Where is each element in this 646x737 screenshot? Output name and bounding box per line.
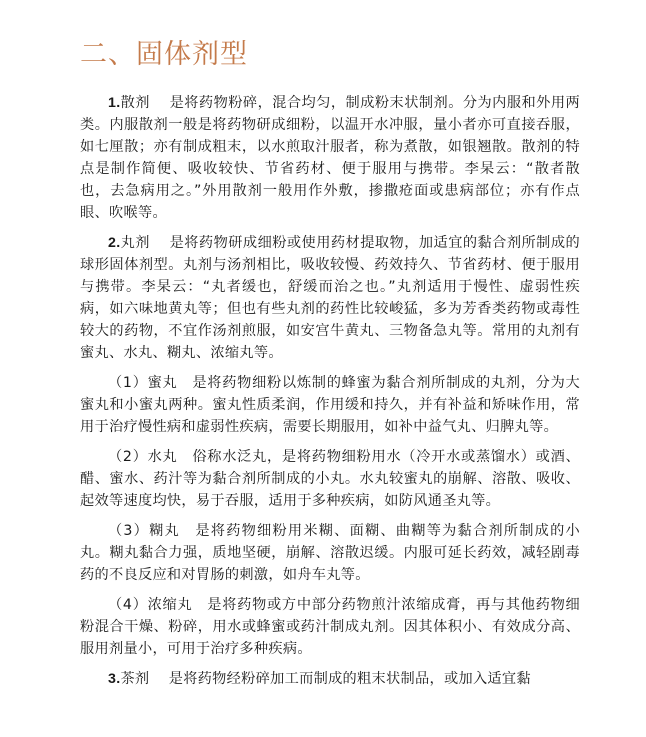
paragraph-paste-pill bbox=[80, 520, 580, 586]
paragraph-concentrated-pill bbox=[80, 594, 580, 660]
paragraph-number: 3. bbox=[108, 671, 121, 687]
paragraph-number: 2. bbox=[108, 235, 121, 251]
paragraph-text: 丸剂 是将药物研成细粉或使用药材提取物，加适宜的黏合剂所制成的球形固体剂型。丸剂与汤剂相比，吸收较慢、药效持久、节省药材、便于服用与携带。李杲云：“丸者缓也，舒缓而治之也。”丸剂适用于慢性、虚弱性疾病，如六味地黄丸等；但也有些丸剂的药性比较峻猛，多为芳香类药物或毒性较大的药物，不宜作汤剂煎服，如安宫牛黄丸、三物备急丸等。常用的丸剂有蜜丸、水丸、糊丸、浓缩丸等。 bbox=[80, 235, 580, 361]
paragraph-pill bbox=[80, 232, 580, 364]
paragraph-text: （2）水丸 俗称水泛丸，是将药物细粉用水（冷开水或蒸馏水）或酒、醋、蜜水、药汁等为黏合剂所制成的小丸。水丸较蜜丸的崩解、溶散、吸收、起效等速度均快，易于吞服，适用于多种疾病，如防风通圣丸等。 bbox=[80, 449, 580, 509]
document-body bbox=[80, 92, 580, 698]
paragraph-text: （1）蜜丸 是将药物细粉以炼制的蜂蜜为黏合剂所制成的丸剂，分为大蜜丸和小蜜丸两种。蜜丸性质柔润，作用缓和持久，并有补益和矫味作用，常用于治疗慢性病和虚弱性疾病，需要长期服用，如补中益气丸、归脾丸等。 bbox=[80, 375, 580, 435]
section-title: 二、固体剂型 bbox=[80, 39, 248, 70]
paragraph-number: 1. bbox=[108, 95, 121, 111]
paragraph-water-pill bbox=[80, 446, 580, 512]
paragraph-tea bbox=[80, 668, 580, 690]
paragraph-text: （3）糊丸 是将药物细粉用米糊、面糊、曲糊等为黏合剂所制成的小丸。糊丸黏合力强，质地坚硬，崩解、溶散迟缓。内服可延长药效，减轻剧毒药的不良反应和对胃肠的刺激，如舟车丸等。 bbox=[80, 523, 580, 583]
paragraph-text: 散剂 是将药物粉碎，混合均匀，制成粉末状制剂。分为内服和外用两类。内服散剂一般是将药物研成细粉，以温开水冲服，量小者亦可直接吞服，如七厘散；亦有制成粗末，以水煎取汁服者，称为煮散，如银翘散。散剂的特点是制作简便、吸收较快、节省药材、便于服用与携带。李杲云：“散者散也，去急病用之。”外用散剂一般用作外敷，掺撒疮面或患病部位；亦有作点眼、吹喉等。 bbox=[80, 95, 580, 221]
paragraph-powder bbox=[80, 92, 580, 224]
paragraph-honey-pill bbox=[80, 372, 580, 438]
paragraph-text: 茶剂 是将药物经粉碎加工而制成的粗末状制品，或加入适宜黏 bbox=[120, 671, 531, 687]
paragraph-text: （4）浓缩丸 是将药物或方中部分药物煎汁浓缩成膏，再与其他药物细粉混合干燥、粉碎，用水或蜂蜜或药汁制成丸剂。因其体积小、有效成分高、服用剂量小，可用于治疗多种疾病。 bbox=[80, 597, 580, 657]
